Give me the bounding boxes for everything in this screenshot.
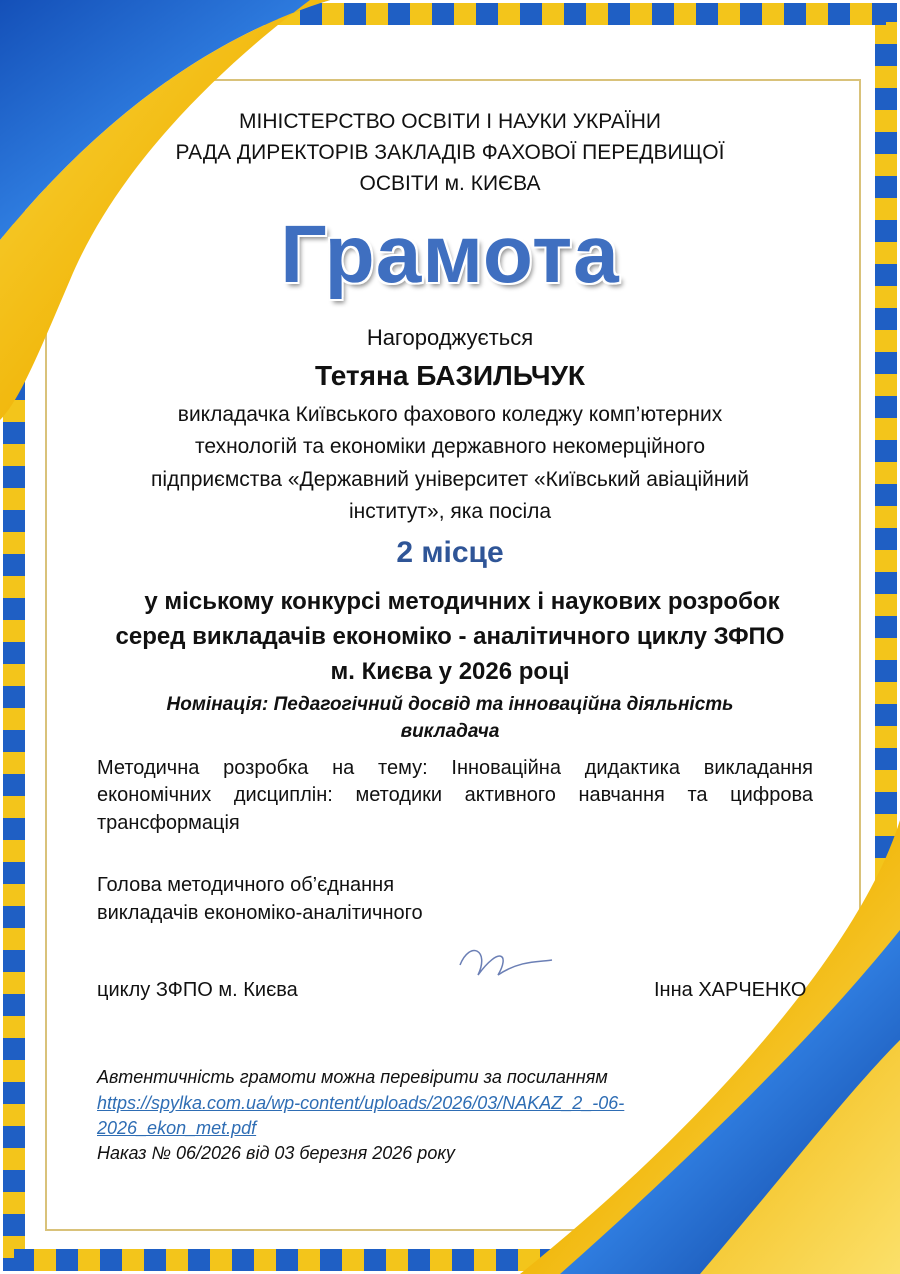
verification-link[interactable]: https://spylka.com.ua/wp-content/uploads/2026/03/NAKAZ_2_-06- (97, 1093, 625, 1113)
nomination-line: Номінація: Педагогічний досвід та інноваційна діяльність (166, 694, 734, 715)
signer-role: Голова методичного об’єднання (97, 874, 395, 896)
contest-line: м. Києва у 2026 році (330, 658, 570, 685)
council-line-2: ОСВІТИ м. КИЄВА (359, 172, 541, 195)
nomination-line: викладача (400, 721, 500, 742)
signer-role: циклу ЗФПО м. Києва (97, 979, 298, 1001)
ministry-line: МІНІСТЕРСТВО ОСВІТИ І НАУКИ УКРАЇНИ (239, 110, 661, 133)
topic-line: трансформація (97, 812, 240, 834)
council-line: РАДА ДИРЕКТОРІВ ЗАКЛАДІВ ФАХОВОЇ ПЕРЕДВИЩОЇ (175, 141, 725, 164)
recipient-name: Тетяна БАЗИЛЬЧУК (314, 360, 586, 391)
certificate-title: Грамота (280, 209, 620, 300)
topic-line: економічних дисциплін: методики активного навчання та цифрова (97, 784, 813, 806)
description-line: інститут», яка посіла (348, 500, 552, 523)
description-line: підприємства «Державний університет «Київський авіаційний (151, 468, 749, 491)
topic-line: Методична розробка на тему: Інноваційна дидактика викладання (97, 757, 813, 779)
place-award: 2 місце (396, 536, 504, 569)
description-line: технологій та економіки державного некомерційного (194, 435, 706, 458)
order-reference: Наказ № 06/2026 від 03 березня 2026 року (97, 1143, 455, 1163)
awarded-label: Нагороджується (366, 325, 534, 350)
verification-link-cont[interactable]: 2026_ekon_met.pdf (97, 1118, 257, 1138)
authenticity-note: Автентичність грамоти можна перевірити за посиланням (97, 1067, 608, 1087)
signer-name: Інна ХАРЧЕНКО (654, 979, 807, 1001)
description-line: викладачка Київського фахового коледжу комп’ютерних (177, 403, 723, 426)
contest-line: серед викладачів економіко - аналітичного циклу ЗФПО (115, 623, 785, 650)
contest-line: у міському конкурсі методичних і наукових розробок (144, 588, 780, 615)
signer-role: викладачів економіко-аналітичного (97, 902, 423, 924)
signature-mark (460, 951, 552, 975)
